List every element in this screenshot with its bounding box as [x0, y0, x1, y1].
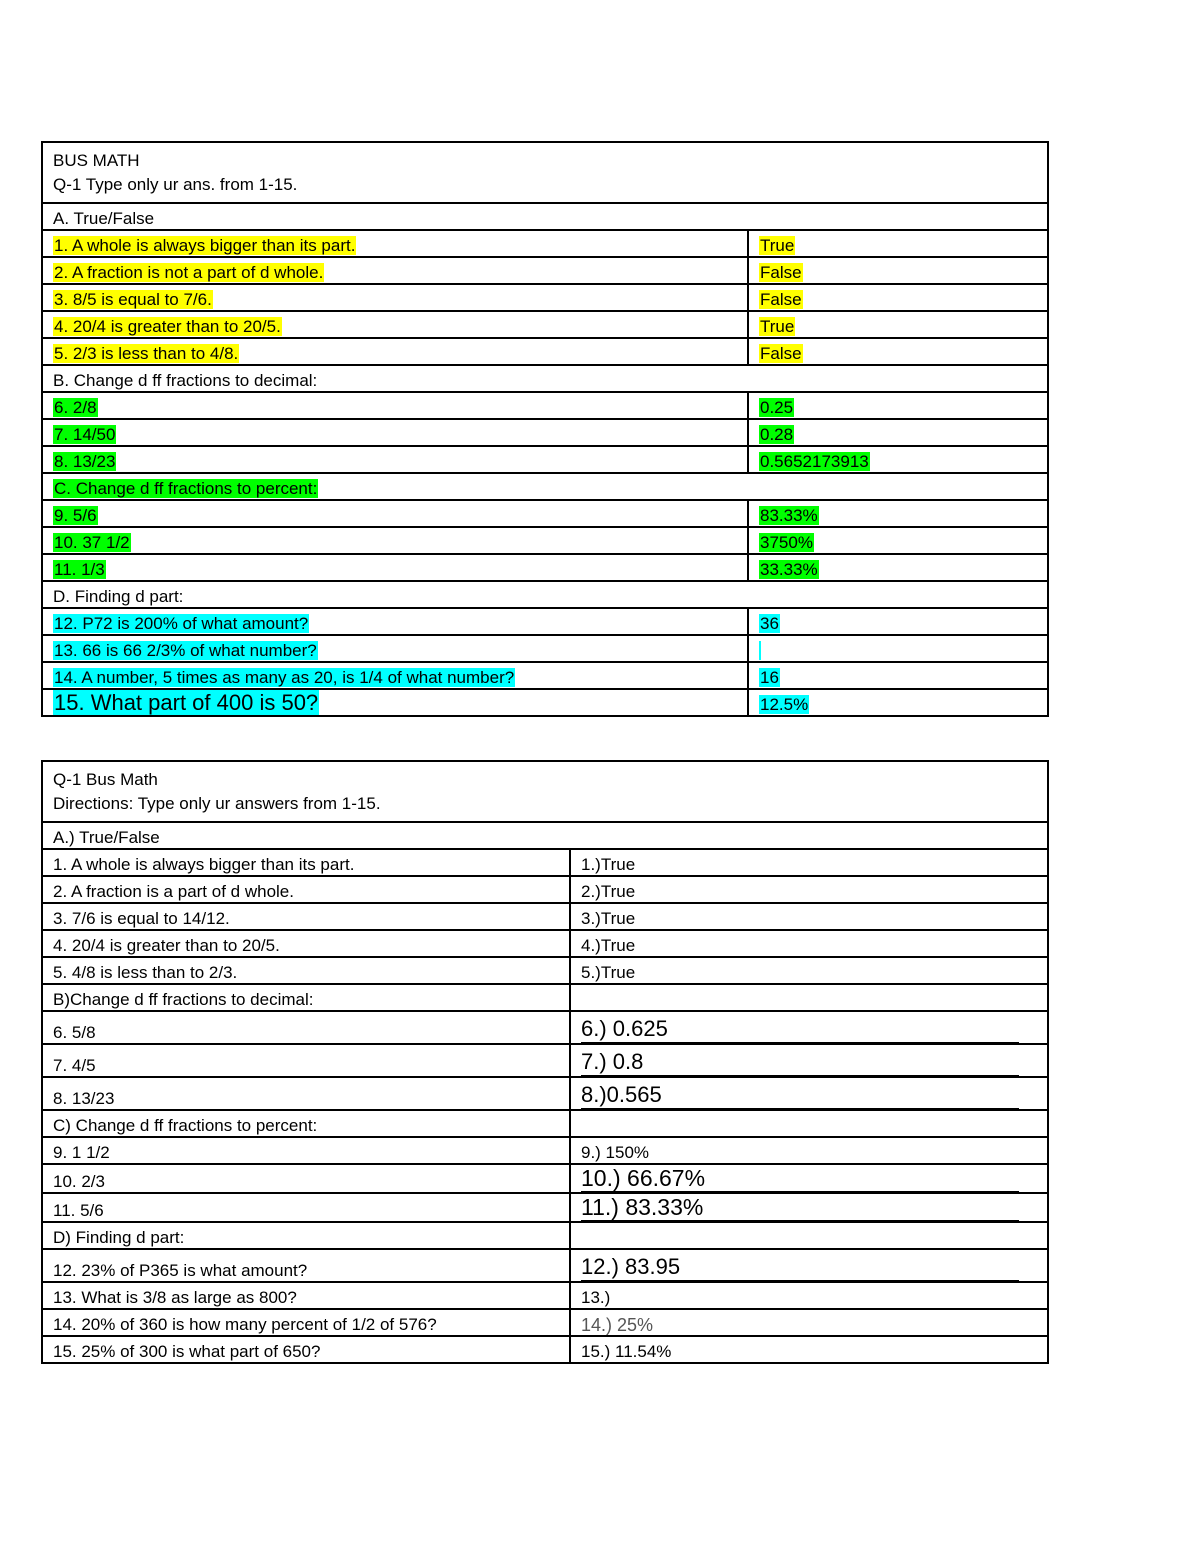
table-row: [42, 957, 1048, 984]
table-row: [42, 1282, 1048, 1309]
question-9: 9. 5/6: [54, 506, 97, 525]
question-7: 7. 4/5: [42, 1044, 570, 1077]
question-1: 1. A whole is always bigger than its part.: [54, 236, 356, 255]
table-row: [42, 1309, 1048, 1336]
section-finding-part: D. Finding d part:: [42, 581, 1048, 608]
answer-13[interactable]: 13.): [570, 1282, 1048, 1309]
table-row: [42, 1011, 1048, 1044]
answer-12[interactable]: 36: [760, 614, 779, 633]
answer-11[interactable]: 11.) 83.33%: [581, 1194, 1019, 1221]
question-3: 3. 7/6 is equal to 14/12.: [42, 903, 570, 930]
table-row: [42, 1193, 1048, 1222]
answer-9[interactable]: 83.33%: [760, 506, 818, 525]
answer-14[interactable]: 16: [760, 668, 779, 687]
section-decimal: B. Change d ff fractions to decimal:: [42, 365, 1048, 392]
section-true-false: A.) True/False: [42, 822, 1048, 849]
empty-cell: [570, 1222, 1048, 1249]
table-row: [42, 338, 1048, 365]
table-row: [42, 876, 1048, 903]
answer-1[interactable]: 1.)True: [570, 849, 1048, 876]
table2-header: [42, 761, 1048, 822]
table-row: [42, 930, 1048, 957]
question-12: 12. P72 is 200% of what amount?: [54, 614, 309, 633]
answer-6[interactable]: 6.) 0.625: [581, 1016, 1019, 1043]
question-2: 2. A fraction is not a part of d whole.: [54, 263, 324, 282]
table-row: [42, 311, 1048, 338]
table1-header: [42, 142, 1048, 203]
empty-cell: [570, 984, 1048, 1011]
answer-table-1: [41, 141, 1049, 717]
question-15: 15. 25% of 300 is what part of 650?: [42, 1336, 570, 1363]
answer-15[interactable]: 15.) 11.54%: [570, 1336, 1048, 1363]
question-4: 4. 20/4 is greater than to 20/5.: [42, 930, 570, 957]
table-row: [42, 1336, 1048, 1363]
answer-table-2: [41, 760, 1049, 1364]
answer-10[interactable]: 10.) 66.67%: [581, 1165, 1019, 1192]
answer-1[interactable]: True: [760, 236, 795, 255]
table-row: [42, 1044, 1048, 1077]
table-row: [42, 608, 1048, 635]
table-row: [42, 419, 1048, 446]
question-15: 15. What part of 400 is 50?: [54, 690, 319, 715]
question-14: 14. A number, 5 times as many as 20, is 1/4 of what number?: [54, 668, 515, 687]
answer-5[interactable]: False: [760, 344, 802, 363]
table-row: [42, 392, 1048, 419]
table1-subtitle: Q-1 Type only ur ans. from 1-15.: [53, 175, 298, 194]
answer-14[interactable]: 14.) 25%: [570, 1309, 1048, 1336]
question-9: 9. 1 1/2: [42, 1137, 570, 1164]
question-12: 12. 23% of P365 is what amount?: [42, 1249, 570, 1282]
section-decimal: B)Change d ff fractions to decimal:: [42, 984, 570, 1011]
question-7: 7. 14/50: [54, 425, 116, 444]
answer-13[interactable]: [759, 641, 761, 660]
table2-title: Q-1 Bus Math: [53, 770, 158, 789]
answer-5[interactable]: 5.)True: [570, 957, 1048, 984]
question-6: 6. 2/8: [54, 398, 97, 417]
table-row: [42, 635, 1048, 662]
table-row: [42, 527, 1048, 554]
question-13: 13. 66 is 66 2/3% of what number?: [54, 641, 317, 660]
table-row: [42, 903, 1048, 930]
table-row: [42, 689, 1048, 716]
answer-3[interactable]: False: [760, 290, 802, 309]
answer-6[interactable]: 0.25: [760, 398, 794, 417]
answer-3[interactable]: 3.)True: [570, 903, 1048, 930]
question-10: 10. 2/3: [42, 1164, 570, 1193]
question-8: 8. 13/23: [54, 452, 116, 471]
question-1: 1. A whole is always bigger than its part.: [42, 849, 570, 876]
question-14: 14. 20% of 360 is how many percent of 1/2 of 576?: [42, 1309, 570, 1336]
question-4: 4. 20/4 is greater than to 20/5.: [54, 317, 281, 336]
answer-15[interactable]: 12.5%: [760, 695, 809, 714]
table1-title: BUS MATH: [53, 151, 140, 170]
section-percent: C. Change d ff fractions to percent:: [54, 479, 318, 498]
answer-4[interactable]: True: [760, 317, 795, 336]
question-10: 10. 37 1/2: [54, 533, 130, 552]
table2-directions: Directions: Type only ur answers from 1-15.: [53, 794, 381, 813]
table-row: [42, 257, 1048, 284]
question-5: 5. 2/3 is less than to 4/8.: [54, 344, 239, 363]
question-11: 11. 1/3: [54, 560, 105, 579]
answer-4[interactable]: 4.)True: [570, 930, 1048, 957]
empty-cell: [570, 1110, 1048, 1137]
table-row: [42, 1249, 1048, 1282]
table-row: [42, 1137, 1048, 1164]
table-row: [42, 230, 1048, 257]
question-6: 6. 5/8: [42, 1011, 570, 1044]
answer-2[interactable]: False: [760, 263, 802, 282]
table-row: [42, 554, 1048, 581]
question-5: 5. 4/8 is less than to 2/3.: [42, 957, 570, 984]
answer-10[interactable]: 3750%: [760, 533, 813, 552]
answer-2[interactable]: 2.)True: [570, 876, 1048, 903]
answer-7[interactable]: 7.) 0.8: [581, 1049, 1019, 1076]
answer-12[interactable]: 12.) 83.95: [581, 1254, 1019, 1281]
table-row: [42, 284, 1048, 311]
table-row: [42, 662, 1048, 689]
question-8: 8. 13/23: [42, 1077, 570, 1110]
section-percent: C) Change d ff fractions to percent:: [42, 1110, 570, 1137]
section-finding-part: D) Finding d part:: [42, 1222, 570, 1249]
answer-7[interactable]: 0.28: [760, 425, 794, 444]
question-13: 13. What is 3/8 as large as 800?: [42, 1282, 570, 1309]
table-row: [42, 1164, 1048, 1193]
table-row: [42, 1077, 1048, 1110]
table-row: [42, 849, 1048, 876]
table-row: [42, 446, 1048, 473]
question-3: 3. 8/5 is equal to 7/6.: [54, 290, 212, 309]
answer-11[interactable]: 33.33%: [760, 560, 818, 579]
answer-8[interactable]: 8.)0.565: [581, 1082, 1019, 1109]
answer-9[interactable]: 9.) 150%: [570, 1137, 1048, 1164]
question-2: 2. A fraction is a part of d whole.: [42, 876, 570, 903]
question-11: 11. 5/6: [42, 1193, 570, 1222]
table-row: [42, 500, 1048, 527]
answer-8[interactable]: 0.5652173913: [760, 452, 869, 471]
section-true-false: A. True/False: [42, 203, 1048, 230]
